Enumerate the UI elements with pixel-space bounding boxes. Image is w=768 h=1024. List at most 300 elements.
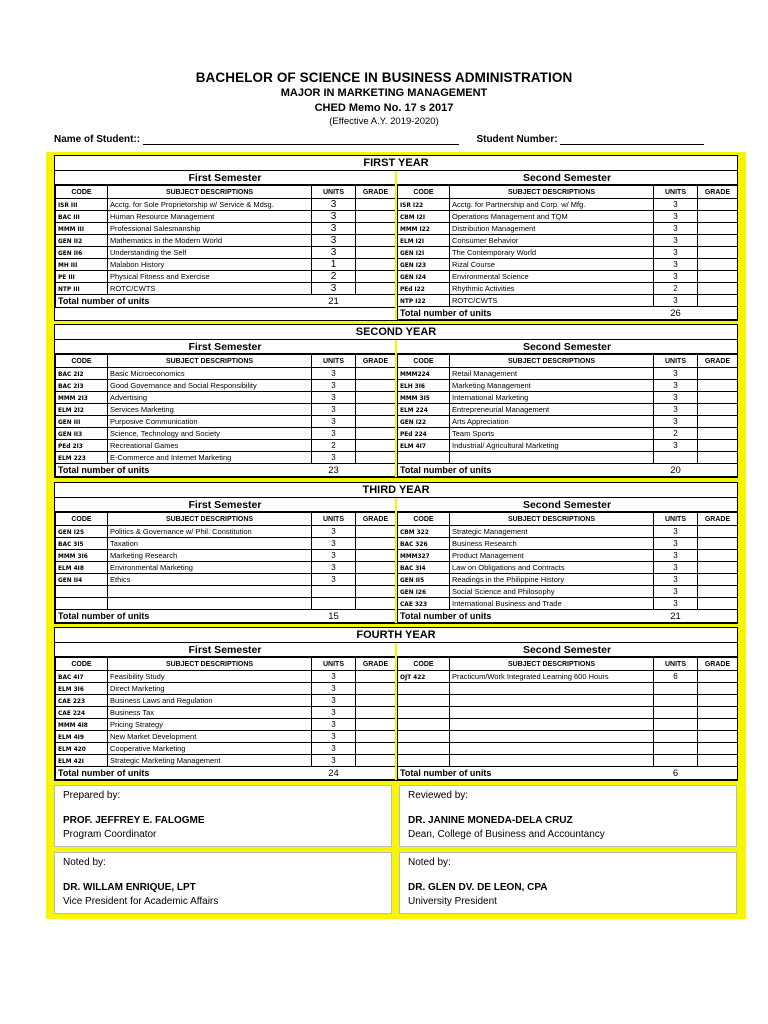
subject-grade-cell[interactable]: [356, 283, 396, 295]
total-row: [398, 767, 738, 780]
subject-grade-cell[interactable]: [698, 259, 738, 271]
total-label: Total number of units: [398, 610, 654, 623]
header-row: [56, 513, 396, 526]
subject-grade-cell[interactable]: [698, 211, 738, 223]
subject-description: Malabon History: [108, 259, 312, 271]
subject-row: [56, 199, 396, 211]
subject-units: 3: [312, 416, 356, 428]
subject-units: [654, 755, 698, 767]
subject-code: GEN I25: [56, 526, 108, 538]
signature-position: University President: [408, 896, 497, 907]
subject-description: Human Resource Management: [108, 211, 312, 223]
subject-row: [398, 550, 738, 562]
subject-description: New Market Development: [108, 731, 312, 743]
header-row: [56, 658, 396, 671]
subject-description: Acctg. for Partnership and Corp. w/ Mfg.: [450, 199, 654, 211]
subject-grade-cell[interactable]: [698, 743, 738, 755]
subject-units: 3: [312, 247, 356, 259]
total-label: Total number of units: [56, 295, 312, 308]
total-label: Total number of units: [56, 767, 312, 780]
subject-grade-cell[interactable]: [356, 223, 396, 235]
total-row: [56, 767, 396, 780]
subject-grade-cell[interactable]: [356, 428, 396, 440]
first-semester: [55, 498, 395, 623]
subject-description: International Business and Trade: [450, 598, 654, 610]
subject-grade-cell[interactable]: [356, 707, 396, 719]
subject-description: [450, 452, 654, 464]
subject-description: Marketing Research: [108, 550, 312, 562]
subject-units: 3: [312, 452, 356, 464]
subject-grade-cell[interactable]: [698, 562, 738, 574]
units-header: UNITS: [312, 513, 356, 526]
subject-grade-cell[interactable]: [698, 440, 738, 452]
subject-description: [108, 598, 312, 610]
subject-description: Basic Microeconomics: [108, 368, 312, 380]
subject-code: PEd I22: [398, 283, 450, 295]
subject-units: 1: [312, 259, 356, 271]
subject-grade-cell[interactable]: [356, 259, 396, 271]
subject-grade-cell[interactable]: [698, 719, 738, 731]
student-name-field[interactable]: [143, 135, 459, 145]
subject-grade-cell[interactable]: [698, 428, 738, 440]
subject-grade-cell[interactable]: [698, 707, 738, 719]
semester-label: First Semester: [55, 340, 395, 354]
subject-grade-cell[interactable]: [356, 392, 396, 404]
subject-units: 3: [654, 247, 698, 259]
subject-description: Environmental Marketing: [108, 562, 312, 574]
subject-grade-cell[interactable]: [698, 755, 738, 767]
total-row: [398, 464, 738, 477]
subject-row: [56, 283, 396, 295]
subjects-table: [397, 354, 738, 477]
subject-code: BAC 2I2: [56, 368, 108, 380]
units-header: UNITS: [312, 355, 356, 368]
subject-code: PEd 2I3: [56, 440, 108, 452]
subject-units: 3: [312, 211, 356, 223]
subject-grade-cell[interactable]: [698, 671, 738, 683]
subject-code: BAC 326: [398, 538, 450, 550]
subject-grade-cell[interactable]: [356, 538, 396, 550]
subject-grade-cell[interactable]: [698, 526, 738, 538]
subject-grade-cell[interactable]: [356, 199, 396, 211]
subject-units: 3: [654, 550, 698, 562]
subject-description: [450, 683, 654, 695]
subjects-table: [55, 354, 396, 477]
subject-grade-cell[interactable]: [698, 223, 738, 235]
description-header: SUBJECT DESCRIPTIONS: [108, 355, 312, 368]
subject-grade-cell[interactable]: [698, 199, 738, 211]
subject-row: [56, 731, 396, 743]
semester-label: First Semester: [55, 643, 395, 657]
subject-grade-cell[interactable]: [356, 452, 396, 464]
subject-row: [398, 562, 738, 574]
subject-description: Good Governance and Social Responsibility: [108, 380, 312, 392]
subject-description: Ethics: [108, 574, 312, 586]
code-header: CODE: [398, 658, 450, 671]
subject-grade-cell[interactable]: [698, 416, 738, 428]
subject-description: Social Science and Philosophy: [450, 586, 654, 598]
signature-name: DR. GLEN DV. DE LEON, CPA: [408, 882, 548, 893]
subject-units: 3: [654, 574, 698, 586]
first-semester: [55, 643, 395, 780]
subject-grade-cell[interactable]: [698, 404, 738, 416]
subject-code: GEN I2I: [398, 247, 450, 259]
first-semester: [55, 171, 395, 320]
semesters: [55, 643, 737, 780]
subject-grade-cell[interactable]: [356, 743, 396, 755]
description-header: SUBJECT DESCRIPTIONS: [450, 658, 654, 671]
subject-units: [312, 586, 356, 598]
subject-grade-cell[interactable]: [356, 271, 396, 283]
subject-units: 3: [312, 671, 356, 683]
subject-units: 3: [312, 428, 356, 440]
subject-description: Professional Salesmanship: [108, 223, 312, 235]
subject-code: PEd 224: [398, 428, 450, 440]
subject-grade-cell[interactable]: [698, 586, 738, 598]
subject-code: BAC 3I4: [398, 562, 450, 574]
grade-header: GRADE: [356, 658, 396, 671]
subject-grade-cell[interactable]: [356, 671, 396, 683]
subject-row: [398, 743, 738, 755]
total-units: 20: [654, 464, 698, 477]
subject-description: Recreational Games: [108, 440, 312, 452]
description-header: SUBJECT DESCRIPTIONS: [450, 186, 654, 199]
description-header: SUBJECT DESCRIPTIONS: [108, 513, 312, 526]
subject-row: [398, 199, 738, 211]
subject-code: MMM III: [56, 223, 108, 235]
total-units: 24: [312, 767, 356, 780]
grade-header: GRADE: [698, 186, 738, 199]
subject-code: GEN I23: [398, 259, 450, 271]
subject-description: Retail Management: [450, 368, 654, 380]
subject-description: Business Research: [450, 538, 654, 550]
subject-description: Feasibility Study: [108, 671, 312, 683]
subject-code: [398, 683, 450, 695]
subject-grade-cell[interactable]: [698, 380, 738, 392]
subject-row: [398, 380, 738, 392]
subject-grade-cell[interactable]: [698, 235, 738, 247]
subject-units: 3: [654, 368, 698, 380]
subject-row: [56, 526, 396, 538]
subject-row: [398, 259, 738, 271]
subject-units: 3: [312, 683, 356, 695]
subject-description: Politics & Governance w/ Phil. Constitution: [108, 526, 312, 538]
subject-grade-cell[interactable]: [698, 283, 738, 295]
subject-description: Understanding the Self: [108, 247, 312, 259]
signature-position: Program Coordinator: [63, 829, 157, 840]
subject-grade-cell[interactable]: [356, 586, 396, 598]
total-spacer: [356, 767, 396, 780]
semester-label: Second Semester: [397, 340, 737, 354]
subject-row: [398, 368, 738, 380]
signature-name: DR. JANINE MONEDA-DELA CRUZ: [408, 815, 573, 826]
subjects-table: [397, 512, 738, 623]
header-row: [56, 355, 396, 368]
subject-grade-cell[interactable]: [698, 295, 738, 307]
subject-grade-cell[interactable]: [356, 235, 396, 247]
subject-units: 3: [312, 550, 356, 562]
subject-units: 3: [312, 368, 356, 380]
subjects-table: [55, 657, 396, 780]
subject-units: 3: [312, 731, 356, 743]
subject-row: [56, 683, 396, 695]
subject-units: 3: [654, 586, 698, 598]
subject-row: [56, 440, 396, 452]
subject-row: [56, 755, 396, 767]
memo-line: CHED Memo No. 17 s 2017: [314, 102, 454, 114]
units-header: UNITS: [312, 186, 356, 199]
year-title: FIRST YEAR: [55, 156, 737, 171]
subject-row: [398, 538, 738, 550]
subject-code: NTP III: [56, 283, 108, 295]
subject-row: [398, 235, 738, 247]
effective-year: (Effective A.Y. 2019-2020): [329, 116, 439, 127]
units-header: UNITS: [654, 186, 698, 199]
subject-units: 3: [654, 392, 698, 404]
subject-description: Operations Management and TQM: [450, 211, 654, 223]
grade-header: GRADE: [356, 355, 396, 368]
subject-grade-cell[interactable]: [356, 574, 396, 586]
subject-row: [56, 223, 396, 235]
subject-grade-cell[interactable]: [698, 550, 738, 562]
subject-code: MMM 4I8: [56, 719, 108, 731]
subject-units: 3: [654, 380, 698, 392]
subject-row: [398, 283, 738, 295]
subject-units: 3: [312, 526, 356, 538]
subject-code: ELM 4I8: [56, 562, 108, 574]
student-number-field[interactable]: [560, 135, 704, 145]
subject-grade-cell[interactable]: [356, 598, 396, 610]
code-header: CODE: [56, 513, 108, 526]
subject-grade-cell[interactable]: [356, 719, 396, 731]
subject-grade-cell[interactable]: [356, 526, 396, 538]
subject-code: ELM 2I2: [56, 404, 108, 416]
subject-code: [398, 707, 450, 719]
subject-description: [108, 586, 312, 598]
subject-units: 3: [312, 562, 356, 574]
signature-prepared: [54, 785, 392, 847]
subject-grade-cell[interactable]: [356, 247, 396, 259]
header-row: [398, 186, 738, 199]
subject-code: MH III: [56, 259, 108, 271]
subject-code: MMM224: [398, 368, 450, 380]
subject-grade-cell[interactable]: [698, 731, 738, 743]
subject-grade-cell[interactable]: [356, 550, 396, 562]
subject-row: [398, 416, 738, 428]
subject-code: MMM327: [398, 550, 450, 562]
subject-grade-cell[interactable]: [356, 562, 396, 574]
semesters: [55, 340, 737, 477]
subject-grade-cell[interactable]: [356, 404, 396, 416]
subject-description: Science, Technology and Society: [108, 428, 312, 440]
total-row: [56, 295, 396, 308]
year-title: FOURTH YEAR: [55, 628, 737, 643]
subject-grade-cell[interactable]: [698, 695, 738, 707]
subject-grade-cell[interactable]: [698, 271, 738, 283]
subject-grade-cell[interactable]: [356, 416, 396, 428]
subject-code: GEN I22: [398, 416, 450, 428]
curriculum-frame: [46, 152, 746, 919]
subject-description: Advertising: [108, 392, 312, 404]
signature-name: DR. WILLAM ENRIQUE, LPT: [63, 882, 196, 893]
subject-description: Rhythmic Activities: [450, 283, 654, 295]
subject-code: [56, 586, 108, 598]
subject-units: 3: [312, 380, 356, 392]
units-header: UNITS: [654, 513, 698, 526]
subject-units: [654, 695, 698, 707]
subject-units: 3: [312, 574, 356, 586]
subject-units: 3: [654, 416, 698, 428]
header-row: [398, 513, 738, 526]
subject-grade-cell[interactable]: [698, 452, 738, 464]
units-header: UNITS: [654, 658, 698, 671]
subject-description: Business Laws and Regulation: [108, 695, 312, 707]
subject-row: [56, 562, 396, 574]
subject-units: 3: [654, 598, 698, 610]
subject-grade-cell[interactable]: [356, 695, 396, 707]
subject-description: [450, 695, 654, 707]
subject-grade-cell[interactable]: [356, 731, 396, 743]
subject-row: [398, 574, 738, 586]
units-header: UNITS: [654, 355, 698, 368]
subject-units: 2: [312, 440, 356, 452]
subject-code: [398, 452, 450, 464]
subject-row: [56, 452, 396, 464]
subject-code: CAE 224: [56, 707, 108, 719]
subject-code: ELM 223: [56, 452, 108, 464]
subject-description: ROTC/CWTS: [450, 295, 654, 307]
student-number-label: Student Number:: [476, 134, 558, 145]
subject-code: GEN II6: [56, 247, 108, 259]
header-row: [398, 658, 738, 671]
code-header: CODE: [398, 513, 450, 526]
subject-row: [56, 598, 396, 610]
subject-units: 3: [312, 392, 356, 404]
signature-label: Reviewed by:: [408, 790, 469, 801]
subject-units: 3: [312, 707, 356, 719]
subject-row: [398, 683, 738, 695]
semester-label: First Semester: [55, 171, 395, 185]
subject-description: [450, 731, 654, 743]
subject-grade-cell[interactable]: [356, 683, 396, 695]
subject-row: [398, 440, 738, 452]
subject-code: GEN II4: [56, 574, 108, 586]
subject-grade-cell[interactable]: [698, 538, 738, 550]
student-info-line: [54, 134, 714, 145]
total-spacer: [698, 464, 738, 477]
subject-units: 3: [654, 211, 698, 223]
subject-units: 3: [312, 283, 356, 295]
subject-code: ELM 4I9: [56, 731, 108, 743]
subject-units: 3: [654, 538, 698, 550]
subject-code: [56, 598, 108, 610]
subject-row: [398, 404, 738, 416]
subject-grade-cell[interactable]: [698, 574, 738, 586]
subject-grade-cell[interactable]: [698, 683, 738, 695]
subject-units: 3: [312, 695, 356, 707]
subject-units: 3: [312, 199, 356, 211]
subject-units: 3: [312, 538, 356, 550]
subject-grade-cell[interactable]: [356, 380, 396, 392]
subject-description: Arts Appreciation: [450, 416, 654, 428]
subject-row: [56, 211, 396, 223]
total-row: [56, 464, 396, 477]
subject-units: [654, 452, 698, 464]
subject-grade-cell[interactable]: [698, 598, 738, 610]
subject-code: [398, 731, 450, 743]
subject-grade-cell[interactable]: [698, 392, 738, 404]
total-units: 6: [654, 767, 698, 780]
subject-code: ISR III: [56, 199, 108, 211]
subject-units: 3: [312, 404, 356, 416]
subject-grade-cell[interactable]: [356, 755, 396, 767]
subject-row: [56, 707, 396, 719]
subject-description: Practicum/Work Integrated Learning 600 Hours: [450, 671, 654, 683]
subject-row: [398, 586, 738, 598]
subject-units: [654, 719, 698, 731]
subject-grade-cell[interactable]: [356, 211, 396, 223]
subject-grade-cell[interactable]: [356, 368, 396, 380]
second-semester: [397, 643, 737, 780]
signature-name: PROF. JEFFREY E. FALOGME: [63, 815, 205, 826]
document-header: [0, 70, 768, 127]
grade-header: GRADE: [698, 355, 738, 368]
signature-label: Prepared by:: [63, 790, 121, 801]
subject-description: [450, 707, 654, 719]
subjects-table: [55, 185, 396, 308]
subject-row: [56, 671, 396, 683]
subject-grade-cell[interactable]: [698, 368, 738, 380]
subject-row: [56, 428, 396, 440]
semester-label: Second Semester: [397, 498, 737, 512]
subject-code: GEN II2: [56, 235, 108, 247]
second-semester: [397, 171, 737, 320]
subject-code: ELH 3I6: [398, 380, 450, 392]
subject-code: [398, 719, 450, 731]
semesters: [55, 498, 737, 623]
year-title: THIRD YEAR: [55, 483, 737, 498]
subject-code: CBM I2I: [398, 211, 450, 223]
subject-description: Cooperative Marketing: [108, 743, 312, 755]
subject-code: [398, 695, 450, 707]
subject-row: [56, 271, 396, 283]
subject-row: [56, 743, 396, 755]
subject-row: [56, 392, 396, 404]
third-year-block: [54, 482, 738, 624]
total-units: 23: [312, 464, 356, 477]
signature-position: Vice President for Academic Affairs: [63, 896, 219, 907]
subject-row: [398, 211, 738, 223]
subject-units: 2: [654, 428, 698, 440]
subjects-table: [397, 185, 738, 320]
subject-description: Team Sports: [450, 428, 654, 440]
subject-row: [56, 586, 396, 598]
year-title: SECOND YEAR: [55, 325, 737, 340]
total-spacer: [698, 767, 738, 780]
description-header: SUBJECT DESCRIPTIONS: [108, 186, 312, 199]
subject-description: Readings in the Philippine History: [450, 574, 654, 586]
subject-units: 3: [654, 199, 698, 211]
subjects-table: [55, 512, 396, 623]
first-semester: [55, 340, 395, 477]
subject-units: [654, 731, 698, 743]
signature-reviewed: [399, 785, 737, 847]
subject-row: [56, 574, 396, 586]
semesters: [55, 171, 737, 320]
subject-code: CAE 323: [398, 598, 450, 610]
subject-grade-cell[interactable]: [356, 440, 396, 452]
subject-grade-cell[interactable]: [698, 247, 738, 259]
